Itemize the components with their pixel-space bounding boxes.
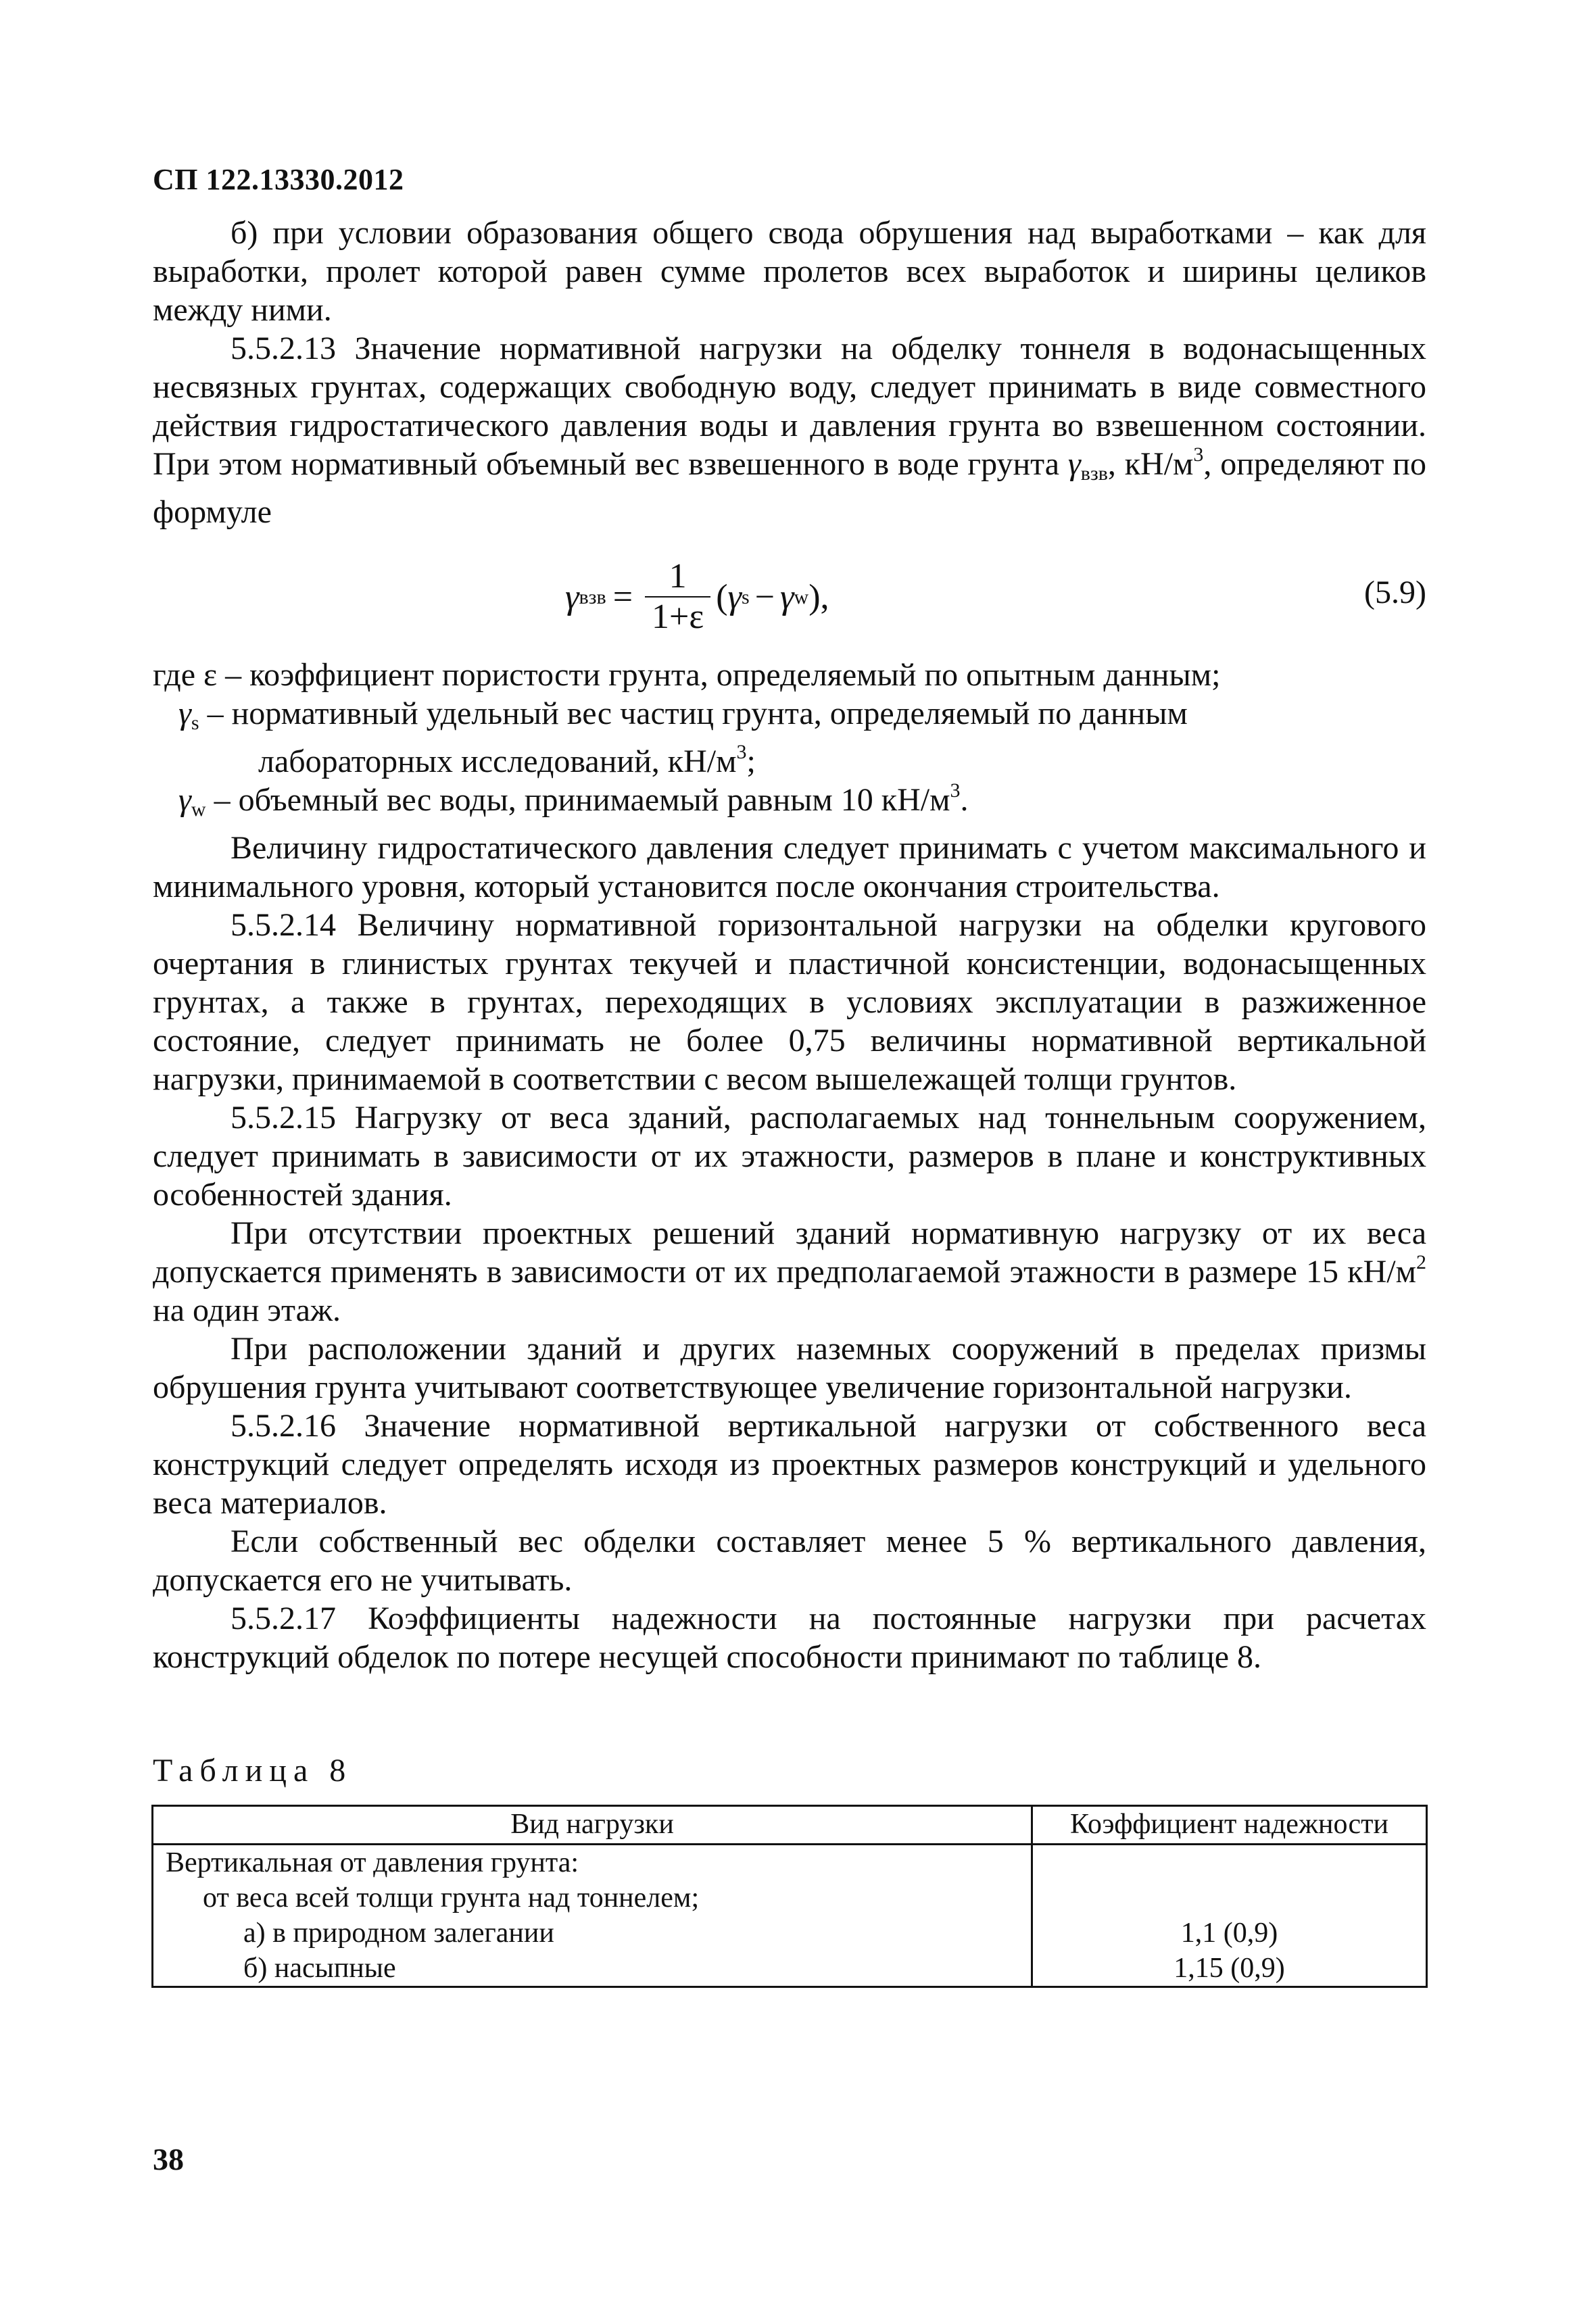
table-header-row: [153, 1806, 1427, 1845]
gamma-s-unit-exponent: 3: [736, 741, 747, 763]
reliability-table: [151, 1805, 1428, 1988]
gamma-s-symbol: γ: [178, 696, 191, 731]
value-fill-soil: 1,15 (0,9): [1174, 1953, 1285, 1984]
formula-term1-subscript: s: [742, 585, 750, 608]
definition-gamma-w: [153, 781, 1426, 829]
formula-lhs-subscript: взв: [579, 585, 606, 608]
gamma-symbol: γ: [1067, 446, 1081, 482]
formula-term2-symbol: γ: [780, 577, 794, 616]
row-fill-soil: б) насыпные: [243, 1953, 396, 1984]
table-header-load-type: Вид нагрузки: [153, 1806, 1032, 1845]
definition-gamma-s: [153, 694, 1426, 742]
paragraph-end-text: на один этаж.: [153, 1292, 341, 1328]
paragraph-text: При отсутствии проектных решений зданий нормативную нагрузку от их веса допускается применять в зависимости от их предполагаемой этажности в размере 15 кН/м: [153, 1215, 1426, 1290]
table-cell-coefficient: [1032, 1845, 1427, 1987]
paragraph-collapse-prism: При расположении зданий и других наземных сооружений в пределах призмы обрушения грунта учитывают соответствующее увеличение горизонтальной нагрузки.: [153, 1331, 1426, 1405]
definition-epsilon: где ε – коэффициент пористости грунта, определяемый по опытным данным;: [153, 657, 1221, 693]
document-code-header: СП 122.13330.2012: [153, 163, 404, 196]
table-header-coefficient: Коэффициент надежности: [1032, 1806, 1427, 1845]
gamma-subscript: взв: [1080, 462, 1108, 485]
gamma-w-subscript: w: [191, 798, 206, 821]
gamma-w-unit-exponent: 3: [950, 779, 961, 802]
paragraph-5-5-2-16: 5.5.2.16 Значение нормативной вертикальной нагрузки от собственного веса конструкций следует определять исходя из проектных размеров конструкций и удельного веса материалов.: [153, 1408, 1426, 1521]
formula-close-paren: ),: [808, 577, 829, 616]
formula-term1-symbol: γ: [727, 577, 742, 616]
unit-exponent: 3: [1193, 443, 1204, 466]
empty-line: [1045, 1880, 1413, 1916]
gamma-w-end: .: [960, 782, 969, 818]
formula-equals: =: [612, 577, 633, 616]
formula-term2-subscript: w: [794, 585, 809, 608]
row-natural-bedding: а) в природном залегании: [243, 1918, 554, 1949]
gamma-s-text: – нормативный удельный вес частиц грунта, определяемый по данным: [199, 696, 1188, 731]
paragraph-5-5-2-15: 5.5.2.15 Нагрузку от веса зданий, располагаемых над тоннельным сооружением, следует принимать в зависимости от их этажности, размеров в плане и конструктивных особенностей здания.: [153, 1100, 1426, 1213]
gamma-w-symbol: γ: [178, 782, 191, 818]
empty-line: [1045, 1845, 1413, 1880]
formula-number: (5.9): [1364, 575, 1426, 610]
row-soil-weight: от веса всей толщи грунта над тоннелем;: [203, 1882, 700, 1914]
paragraph-5-5-2-13: [153, 329, 1426, 531]
formula-5-9: [153, 546, 1426, 648]
page-number: 38: [153, 2142, 184, 2176]
formula-minus: −: [754, 577, 775, 616]
paragraph-5-5-2-17: 5.5.2.17 Коэффициенты надежности на постоянные нагрузки при расчетах конструкций обделок по потере несущей способности принимают по таблице 8.: [153, 1601, 1426, 1675]
gamma-s-end: ;: [746, 744, 756, 779]
paragraph-end-text: , определяют по формуле: [153, 446, 1426, 530]
definition-gamma-s-continued: [153, 742, 1426, 781]
formula-denominator: 1+ε: [645, 596, 710, 637]
paragraph-self-weight: Если собственный вес обделки составляет менее 5 % вертикального давления, допускается его не учитывать.: [153, 1524, 1426, 1598]
paragraph-building-load: [153, 1214, 1426, 1330]
table-caption: Таблица 8: [153, 1753, 353, 1788]
gamma-w-text: – объемный вес воды, принимаемый равным 10 кН/м: [205, 782, 950, 818]
paragraph-text: 5.5.2.13 Значение нормативной нагрузки на обделку тоннеля в водонасыщенных несвязных грунтах, содержащих свободную воду, следует принимать в виде совместного действия гидростатического давления воды и давления грунта во взвешенном состоянии. При этом нормативный объемный вес взвешенного в воде грунта: [153, 331, 1426, 482]
formula-numerator: 1: [669, 557, 687, 595]
paragraph-5-5-2-14: 5.5.2.14 Величину нормативной горизонтальной нагрузки на обделки кругового очертания в глинистых грунтах текучей и пластичной консистенции, водонасыщенных грунтах, а также в грунтах, переходящих в условиях эксплуатации в разжиженное состояние, следует принимать не более 0,75 величины нормативной вертикальной нагрузки, принимаемой в соответствии с весом вышележащей толщи грунтов.: [153, 907, 1426, 1097]
gamma-s-subscript: s: [191, 712, 199, 734]
row-vertical-pressure: Вертикальная от давления грунта:: [166, 1847, 579, 1878]
unit-text: , кН/м: [1107, 446, 1194, 482]
formula-expression: [565, 546, 829, 648]
paragraph-vault-collapse: б) при условии образования общего свода обрушения над выработками – как для выработки, пролет которой равен сумме пролетов всех выработок и ширины целиков между ними.: [153, 215, 1426, 328]
paragraph-hydrostatic-pressure: Величину гидростатического давления следует принимать с учетом максимального и минимального уровня, который установится после окончания строительства.: [153, 830, 1426, 904]
table-cell-load-type: [153, 1845, 1032, 1987]
formula-lhs-symbol: γ: [565, 577, 579, 616]
document-body: [153, 214, 1426, 1676]
formula-open-paren: (: [716, 577, 728, 616]
formula-fraction: [645, 557, 710, 637]
value-natural-bedding: 1,1 (0,9): [1180, 1918, 1278, 1949]
table-row: [153, 1845, 1427, 1987]
gamma-s-continued-text: лабораторных исследований, кН/м: [258, 744, 737, 779]
unit-exponent: 2: [1416, 1251, 1426, 1273]
